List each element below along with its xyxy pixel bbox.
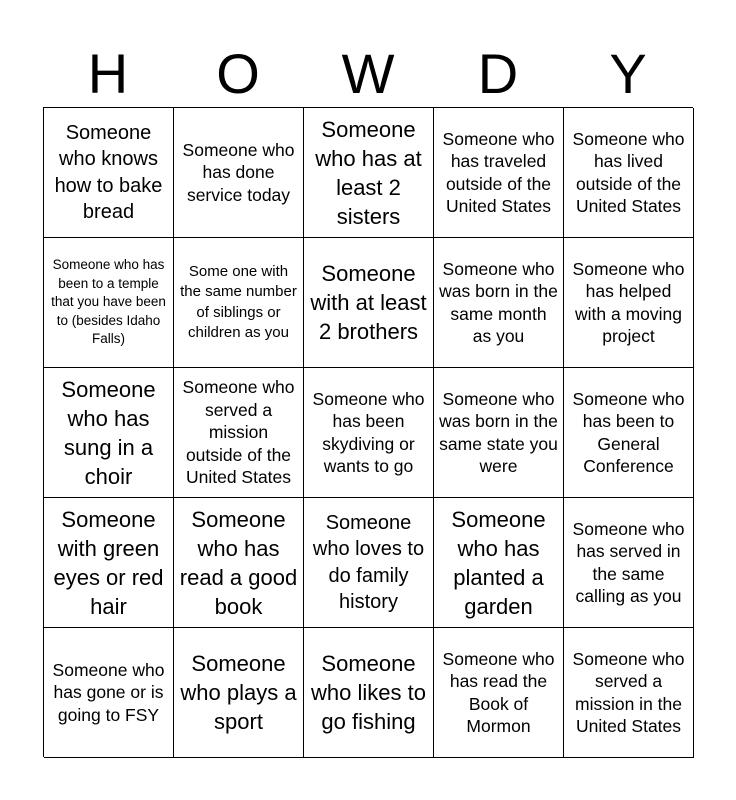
bingo-header: [43, 40, 693, 108]
cell-text: Someone who loves to do family history: [312, 511, 425, 613]
cell-text: Someone who has sung in a choir: [61, 376, 156, 489]
bingo-cell[interactable]: [304, 498, 434, 628]
cell-text: Someone who has at least 2 sisters: [315, 116, 422, 229]
cell-text: Someone who has served in the same calling as you: [572, 518, 685, 606]
cell-text: Someone who served a mission in the United States: [572, 648, 685, 736]
cell-text: Someone who has read a good book: [179, 506, 298, 619]
cell-text: Someone who has lived outside of the United States: [572, 128, 685, 216]
cell-text: Someone who likes to go fishing: [311, 651, 426, 734]
bingo-cell[interactable]: [304, 628, 434, 758]
cell-text: Someone who has been to General Conference: [572, 388, 685, 476]
header-letter-h: H: [87, 42, 129, 105]
bingo-cell[interactable]: [564, 368, 694, 498]
cell-text: Someone who served a mission outside of the United States: [182, 377, 295, 488]
bingo-cell[interactable]: [564, 238, 694, 368]
header-letter-y: Y: [609, 42, 647, 105]
bingo-cell[interactable]: [564, 628, 694, 758]
bingo-grid: [43, 107, 693, 757]
bingo-cell[interactable]: [174, 108, 304, 238]
bingo-cell[interactable]: [44, 368, 174, 498]
bingo-cell[interactable]: [434, 238, 564, 368]
cell-text: Someone who has been skydiving or wants to go: [312, 388, 425, 476]
bingo-cell[interactable]: [174, 368, 304, 498]
bingo-cell[interactable]: [304, 238, 434, 368]
cell-text: Someone who was born in the same state you were: [439, 388, 558, 476]
bingo-cell[interactable]: [434, 628, 564, 758]
cell-text: Someone who has traveled outside of the United States: [442, 128, 555, 216]
bingo-cell[interactable]: [174, 498, 304, 628]
bingo-cell[interactable]: [434, 108, 564, 238]
bingo-cell[interactable]: [434, 498, 564, 628]
cell-text: Someone with green eyes or red hair: [53, 506, 164, 619]
bingo-cell[interactable]: [44, 628, 174, 758]
bingo-cell[interactable]: [44, 498, 174, 628]
bingo-cell[interactable]: [174, 238, 304, 368]
bingo-cell[interactable]: [304, 108, 434, 238]
cell-text: Someone who has planted a garden: [451, 506, 546, 619]
bingo-cell[interactable]: [564, 108, 694, 238]
cell-text: Someone who has read the Book of Mormon: [442, 648, 555, 736]
bingo-cell[interactable]: [174, 628, 304, 758]
cell-text: Someone who plays a sport: [180, 651, 297, 734]
cell-text: Someone who has gone or is going to FSY: [52, 659, 165, 725]
bingo-cell[interactable]: [44, 108, 174, 238]
bingo-cell[interactable]: [564, 498, 694, 628]
cell-text: Someone who has helped with a moving project: [572, 258, 685, 346]
cell-text: Someone who knows how to bake bread: [54, 121, 163, 223]
cell-text: Some one with the same number of siblings or children as you: [180, 262, 297, 341]
header-letter-d: D: [477, 42, 519, 105]
bingo-cell[interactable]: [44, 238, 174, 368]
bingo-cell[interactable]: [434, 368, 564, 498]
cell-text: Someone who was born in the same month as you: [439, 258, 558, 346]
bingo-cell[interactable]: [304, 368, 434, 498]
header-letter-w: W: [341, 42, 395, 105]
cell-text: Someone who has done service today: [182, 139, 295, 205]
cell-text: Someone with at least 2 brothers: [310, 261, 427, 344]
cell-text: Someone who has been to a temple that you have been to (besides Idaho Falls): [51, 257, 166, 347]
header-letter-o: O: [216, 42, 260, 105]
